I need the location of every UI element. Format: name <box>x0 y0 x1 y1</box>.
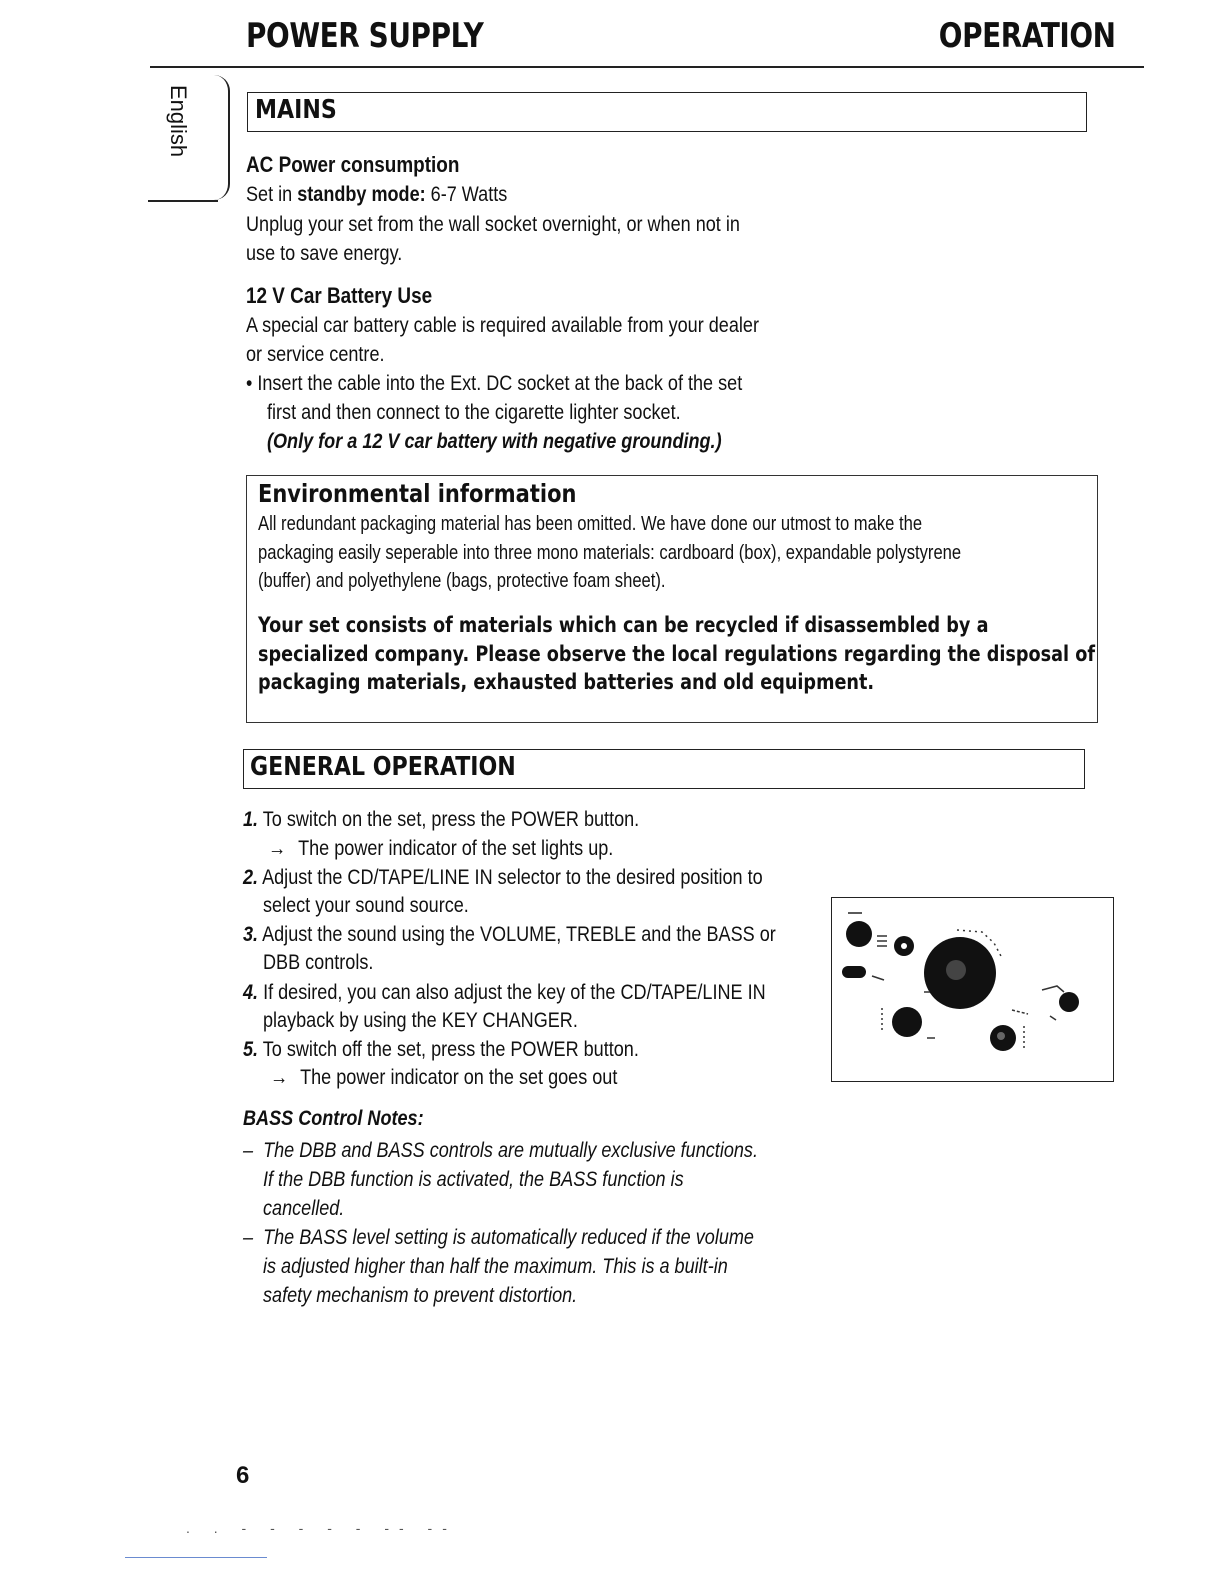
bottom-rule <box>125 1557 267 1558</box>
bass-note-2-line-2: is adjusted higher than half the maximum. This is a built-in <box>263 1255 728 1278</box>
step-1-text: To switch on the set, press the POWER button. <box>262 808 640 831</box>
step-2 <box>243 863 763 892</box>
standby-line <box>246 180 507 209</box>
language-tab-label <box>163 85 193 195</box>
bass-note-2-line-1 <box>243 1223 754 1252</box>
general-section-title: GENERAL OPERATION <box>250 752 516 782</box>
car-battery-heading: 12 V Car Battery Use <box>246 283 433 308</box>
bass-note-1-text: The DBB and BASS controls are mutually exclusive functions. <box>263 1139 758 1162</box>
car-line-1: A special car battery cable is required available from your dealer <box>246 314 759 337</box>
bullet-line-2: first and then connect to the cigarette lighter socket. <box>267 401 681 424</box>
env-bold-3: packaging materials, exhausted batteries and old equipment. <box>258 670 875 694</box>
header-right-title: OPERATION <box>939 16 1116 56</box>
step-1-result-text: The power indicator of the set lights up. <box>298 837 614 860</box>
step-3-line-2: DBB controls. <box>263 951 374 974</box>
bass-note-2-text: The BASS level setting is automatically reduced if the volume <box>263 1226 754 1249</box>
bass-note-1-line-2: If the DBB function is activated, the BASS function is <box>263 1168 684 1191</box>
step-1-result <box>268 834 613 863</box>
knob-right-icon <box>1059 992 1079 1012</box>
step-5-result <box>270 1063 617 1092</box>
mains-section-title: MAINS <box>255 95 337 125</box>
control-panel-illustration <box>831 897 1114 1082</box>
step-4 <box>243 978 766 1007</box>
switch-icon <box>842 966 866 978</box>
mains-section-box <box>247 92 1087 132</box>
step-5-num: 5. <box>243 1038 259 1061</box>
ac-power-heading: AC Power consumption <box>246 152 460 177</box>
bass-note-1-line-3: cancelled. <box>263 1197 345 1220</box>
header-rule <box>150 66 1144 68</box>
step-5-result-text: The power indicator on the set goes out <box>300 1066 618 1089</box>
step-2-num: 2. <box>243 866 259 889</box>
bullet-icon: • <box>246 372 258 395</box>
bullet-text-1: Insert the cable into the Ext. DC socket at the back of the set <box>257 372 743 395</box>
step-4-line-2: playback by using the KEY CHANGER. <box>263 1009 578 1032</box>
bass-notes-title: BASS Control Notes: <box>243 1107 424 1130</box>
step-3-text: Adjust the sound using the VOLUME, TREBLE and the BASS or <box>262 923 776 946</box>
standby-value: 6-7 Watts <box>425 183 508 206</box>
page-number: 6 <box>236 1462 250 1489</box>
result-arrow-icon: → <box>270 1066 289 1089</box>
step-4-text: If desired, you can also adjust the key of the CD/TAPE/LINE IN <box>263 981 766 1004</box>
env-line-2: packaging easily seperable into three mono materials: cardboard (box), expandable polystyrene <box>258 542 962 564</box>
step-5 <box>243 1035 639 1064</box>
step-5-text: To switch off the set, press the POWER button. <box>262 1038 639 1061</box>
env-line-3: (buffer) and polyethylene (bags, protective foam sheet). <box>258 570 666 592</box>
step-4-num: 4. <box>243 981 259 1004</box>
step-3-num: 3. <box>243 923 259 946</box>
environmental-title: Environmental information <box>258 479 577 508</box>
standby-bold: standby mode: <box>297 183 426 206</box>
bullet-line-1 <box>246 369 742 398</box>
env-bold-1: Your set consists of materials which can be recycled if disassembled by a <box>258 613 989 637</box>
env-bold-2: specialized company. Please observe the local regulations regarding the disposal of <box>258 642 1096 666</box>
unplug-line-1: Unplug your set from the wall socket overnight, or when not in <box>246 213 740 236</box>
step-1 <box>243 805 639 834</box>
dash-bullet: – <box>243 1139 254 1162</box>
unplug-line-2: use to save energy. <box>246 242 403 265</box>
knob-bottom-left-icon <box>892 1007 922 1037</box>
knob-top-left-icon <box>846 921 872 947</box>
step-2-text: Adjust the CD/TAPE/LINE IN selector to the desired position to <box>262 866 763 889</box>
control-panel-drawing <box>832 898 1113 1081</box>
step-3 <box>243 920 776 949</box>
bass-note-1-line-1 <box>243 1136 758 1165</box>
dash-bullet: – <box>243 1226 254 1249</box>
step-2-line-2: select your sound source. <box>263 894 469 917</box>
scan-artifact-dots: . . - - - - - -- -- <box>186 1520 457 1536</box>
language-tab-underline <box>148 200 218 202</box>
step-1-num: 1. <box>243 808 259 831</box>
car-line-2: or service centre. <box>246 343 385 366</box>
language-label-text: English <box>166 85 191 158</box>
grounding-note: (Only for a 12 V car battery with negative grounding.) <box>267 430 722 453</box>
standby-prefix: Set in <box>246 183 298 206</box>
env-line-1: All redundant packaging material has been omitted. We have done our utmost to make the <box>258 513 923 535</box>
bass-note-2-line-3: safety mechanism to prevent distortion. <box>263 1284 578 1307</box>
result-arrow-icon: → <box>268 837 287 860</box>
header-left-title: POWER SUPPLY <box>246 16 484 56</box>
